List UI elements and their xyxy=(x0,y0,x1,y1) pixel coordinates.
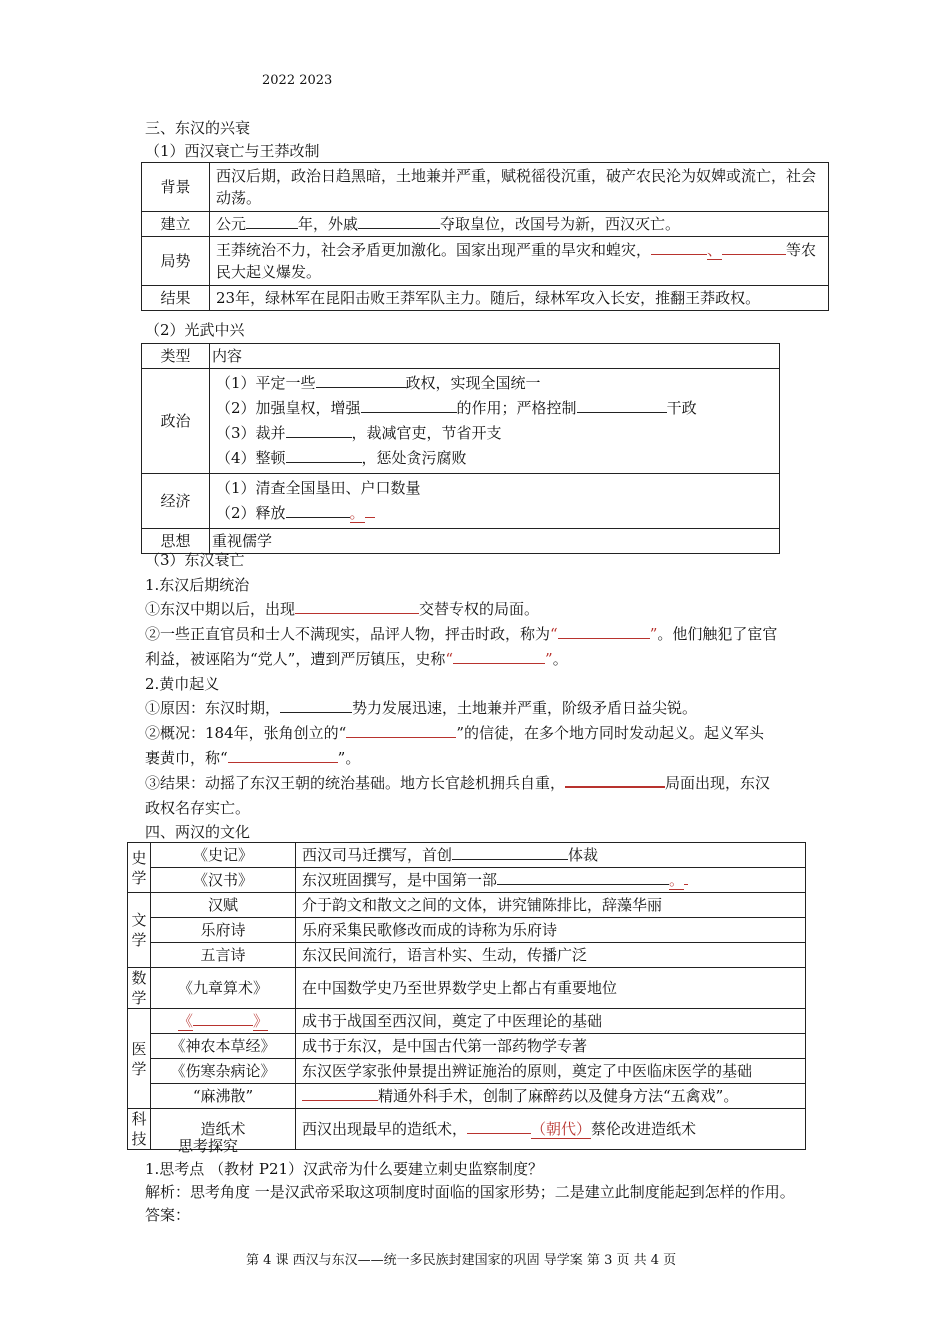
blank[interactable] xyxy=(286,448,362,463)
work-name: 《九章算术》 xyxy=(151,968,296,1009)
blank[interactable] xyxy=(558,624,650,639)
text: ”。 xyxy=(337,749,361,767)
line-qingyi xyxy=(145,623,777,645)
work-desc: 乐府采集民歌修改而成的诗称为乐府诗 xyxy=(296,918,806,943)
think-question: 1.思考点 （教材 P21）汉武帝为什么要建立刺史监察制度？ xyxy=(145,1160,544,1178)
text: （2）加强皇权，增强 xyxy=(216,399,361,417)
text: “ xyxy=(445,650,454,668)
line-eunuch xyxy=(145,598,539,620)
text: ①东汉中期以后，出现 xyxy=(145,600,296,618)
text: 王莽统治不力，社会矛盾更加激化。国家出现严重的旱灾和蝗灾， xyxy=(216,241,652,259)
think-title: 思考探究 xyxy=(178,1137,239,1155)
text: ”的信徒，在多个地方同时发动起义。起义军头 xyxy=(456,724,764,742)
row-label: 结果 xyxy=(142,286,210,311)
text: ②概况：184年，张角创立的“ xyxy=(145,724,347,742)
text: 利益，被诬陷为“党人”，遭到严厉镇压，史称 xyxy=(145,650,446,668)
table-row xyxy=(128,1034,806,1059)
work-name: 《史记》 xyxy=(151,843,296,868)
work-desc: 东汉医学家张仲景提出辨证施治的原则，奠定了中医临床医学的基础 xyxy=(296,1059,806,1084)
medicine-label: 医学 xyxy=(128,1009,151,1109)
section3-sub2: （2）光武中兴 xyxy=(145,321,245,339)
line-overview xyxy=(145,722,764,744)
section3-sub3: （3）东汉衰亡 xyxy=(145,551,245,569)
blank[interactable] xyxy=(358,214,440,229)
text: （4）整顿 xyxy=(216,449,286,467)
work-name xyxy=(151,1009,296,1034)
table-row xyxy=(142,237,829,286)
work-desc xyxy=(296,843,806,868)
text: （2）释放 xyxy=(216,504,286,522)
work-name: 《汉书》 xyxy=(151,868,296,893)
think-answer: 答案： xyxy=(145,1206,191,1224)
history-label: 史学 xyxy=(128,843,151,893)
work-desc: 成书于东汉，是中国古代第一部药物学专著 xyxy=(296,1034,806,1059)
text: 。他们触犯了宦官 xyxy=(657,625,778,643)
table-row xyxy=(128,1009,806,1034)
table-row xyxy=(142,286,829,311)
work-desc xyxy=(296,868,806,893)
text: 。 xyxy=(552,650,568,668)
work-desc: 介于韵文和散文之间的文体，讲究铺陈排比，辞藻华丽 xyxy=(296,893,806,918)
page-footer: 第 4 课 西汉与东汉——统一多民族封建国家的巩固 导学案 第 3 页 共 4 页 xyxy=(246,1253,677,1268)
math-label: 数学 xyxy=(128,968,151,1009)
text: ” xyxy=(545,650,553,668)
work-desc: 东汉民间流行，语言朴实、生动，传播广泛 xyxy=(296,943,806,968)
blank[interactable] xyxy=(452,845,568,860)
blank[interactable] xyxy=(722,240,786,255)
table-row xyxy=(128,868,806,893)
text: ②一些正直官员和士人不满现实，品评人物，抨击时政，称为 xyxy=(145,625,551,643)
text: “ xyxy=(550,625,558,643)
work-name: 《伤寒杂病论》 xyxy=(151,1059,296,1084)
work-name: 五言诗 xyxy=(151,943,296,968)
paragraph-yellow-turban: 2.黄巾起义 xyxy=(145,675,220,693)
blank[interactable] xyxy=(497,870,669,885)
text: 年，外戚 xyxy=(298,215,359,233)
blank[interactable] xyxy=(295,599,419,614)
text: 。 xyxy=(349,504,365,522)
politics-content xyxy=(210,369,780,474)
blank[interactable] xyxy=(286,503,350,518)
work-desc xyxy=(296,1109,806,1150)
text: 公元 xyxy=(216,215,247,233)
text: 裹黄巾，称“ xyxy=(145,749,228,767)
text: 蔡伦改进造纸术 xyxy=(591,1120,697,1138)
text: （3）裁并 xyxy=(216,424,286,442)
row-label: 建立 xyxy=(142,212,210,237)
blank[interactable] xyxy=(577,398,667,413)
work-desc xyxy=(296,1084,806,1109)
line-danggu xyxy=(145,648,568,670)
blank[interactable] xyxy=(302,1086,378,1101)
header-years: 2022 2023 xyxy=(262,73,333,88)
text: 。 xyxy=(669,871,685,889)
text: （1）平定一些 xyxy=(216,374,316,392)
table-row xyxy=(142,163,829,212)
work-desc: 在中国数学史乃至世界数学史上都占有重要地位 xyxy=(296,968,806,1009)
text: 西汉出现最早的造纸术， xyxy=(302,1120,468,1138)
text: 《 xyxy=(177,1012,193,1030)
table-row xyxy=(128,1059,806,1084)
text: 的作用；严格控制 xyxy=(456,399,577,417)
thought-content: 重视儒学 xyxy=(210,529,780,554)
blank[interactable] xyxy=(346,723,456,738)
economy-content xyxy=(210,474,780,529)
table-row xyxy=(128,893,806,918)
text: 精通外科手术，创制了麻醉药以及健身方法“五禽戏”。 xyxy=(378,1087,739,1105)
work-desc: 成书于战国至西汉间，奠定了中医理论的基础 xyxy=(296,1009,806,1034)
blank[interactable] xyxy=(286,423,352,438)
work-name: 乐府诗 xyxy=(151,918,296,943)
blank[interactable] xyxy=(193,1011,253,1026)
row-content xyxy=(210,237,829,286)
text: ，裁减官吏，节省开支 xyxy=(351,424,502,442)
blank[interactable] xyxy=(453,649,545,664)
row-content: 23年，绿林军在昆阳击败王莽军队主力。随后，绿林军攻入长安，推翻王莽政权。 xyxy=(210,286,829,311)
line-cause xyxy=(145,697,697,719)
text: 政权，实现全国统一 xyxy=(405,374,541,392)
work-name: “麻沸散” xyxy=(151,1084,296,1109)
blank[interactable] xyxy=(316,373,406,388)
text: ” xyxy=(649,625,658,643)
table-culture xyxy=(127,842,806,1150)
blank xyxy=(684,870,688,885)
table-row xyxy=(128,843,806,868)
blank[interactable] xyxy=(565,772,665,788)
section4-title: 四、两汉的文化 xyxy=(145,823,251,841)
text: 西汉司马迁撰写，首创 xyxy=(302,846,453,864)
header-content: 内容 xyxy=(210,344,780,369)
table-row xyxy=(128,918,806,943)
text: ③结果：动摇了东汉王朝的统治基础。地方长官趁机拥兵自重， xyxy=(145,774,566,792)
text: 等农民大起义爆发。 xyxy=(216,241,817,281)
literature-label: 文学 xyxy=(128,893,151,968)
politics-label: 政治 xyxy=(142,369,210,474)
blank xyxy=(365,503,375,518)
blank[interactable] xyxy=(228,748,338,763)
row-label: 局势 xyxy=(142,237,210,286)
row-content: 西汉后期，政治日趋黑暗，土地兼并严重，赋税徭役沉重，破产农民沦为奴婢或流亡，社会动荡。 xyxy=(210,163,829,212)
section3-sub1: （1）西汉衰亡与王莽改制 xyxy=(145,142,320,160)
table-row xyxy=(142,212,829,237)
table-west-han-decline xyxy=(141,162,829,311)
blank[interactable] xyxy=(361,398,457,413)
header-type: 类型 xyxy=(142,344,210,369)
text: 局面出现，东汉 xyxy=(665,774,771,792)
text: ，惩处贪污腐败 xyxy=(361,449,467,467)
blank[interactable] xyxy=(280,698,352,713)
blank[interactable] xyxy=(246,214,298,229)
text: （1）清查全国垦田、户口数量 xyxy=(216,479,421,497)
text: 夺取皇位，改国号为新，西汉灭亡。 xyxy=(440,215,681,233)
blank[interactable] xyxy=(467,1119,531,1134)
tech-label: 科技 xyxy=(128,1109,151,1150)
section3-title: 三、东汉的兴衰 xyxy=(145,119,251,137)
work-name: 造纸术 xyxy=(151,1109,296,1150)
blank[interactable] xyxy=(651,240,707,255)
line-overview-2 xyxy=(145,747,360,769)
text: ①原因：东汉时期， xyxy=(145,699,281,717)
table-row xyxy=(142,344,780,369)
separator: 、 xyxy=(707,241,723,259)
table-row xyxy=(128,968,806,1009)
think-analysis: 解析：思考角度 一是汉武帝采取这项制度时面临的国家形势；二是建立此制度能起到怎样的作用。 xyxy=(145,1183,795,1201)
economy-label: 经济 xyxy=(142,474,210,529)
table-row xyxy=(128,1084,806,1109)
text: 体裁 xyxy=(568,846,599,864)
paragraph-later-rule: 1.东汉后期统治 xyxy=(145,576,250,594)
work-name: 《神农本草经》 xyxy=(151,1034,296,1059)
text: 势力发展迅速，土地兼并严重，阶级矛盾日益尖锐。 xyxy=(352,699,698,717)
row-label: 背景 xyxy=(142,163,210,212)
table-row xyxy=(142,369,780,474)
text: 交替专权的局面。 xyxy=(419,600,540,618)
table-guangwu xyxy=(141,343,780,554)
work-name: 汉赋 xyxy=(151,893,296,918)
line-result-2: 政权名存实亡。 xyxy=(145,799,251,817)
row-content xyxy=(210,212,829,237)
table-row xyxy=(128,943,806,968)
text: 》 xyxy=(253,1012,269,1030)
thought-label: 思想 xyxy=(142,529,210,554)
text: 干政 xyxy=(666,399,697,417)
table-row xyxy=(142,474,780,529)
dynasty-hint: （朝代） xyxy=(531,1120,592,1138)
text: 东汉班固撰写，是中国第一部 xyxy=(302,871,498,889)
line-result xyxy=(145,772,770,794)
